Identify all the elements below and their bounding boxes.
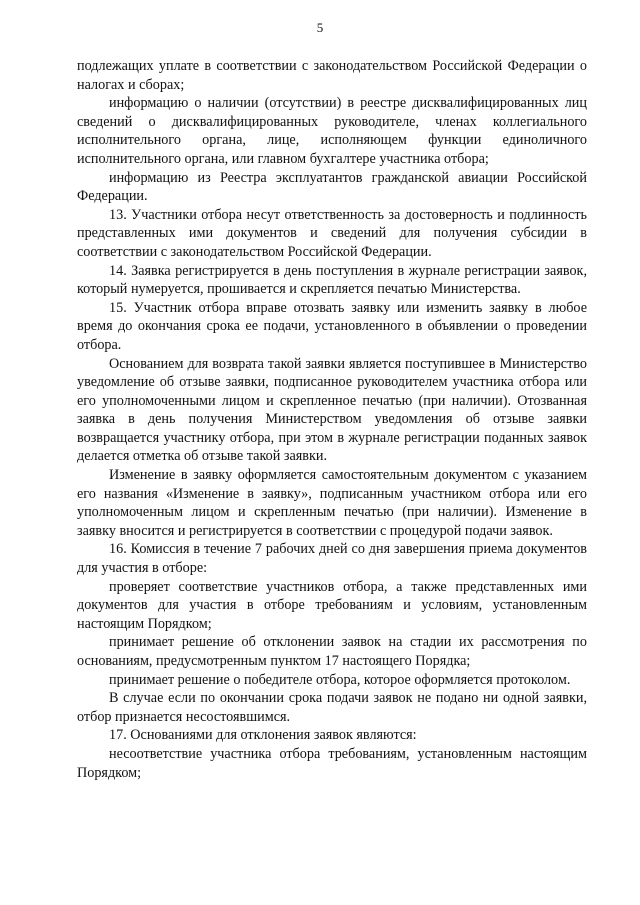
paragraph: Изменение в заявку оформляется самостоятельным документом с указанием его названия «Изменение в заявку», подписанным участником отбора или его уполномоченным лицом и скрепленным печатью (при наличии). Изменение в заявку вносится и регистрируется в соответствии с процедурой подачи заявок. <box>77 467 587 539</box>
paragraph: информацию из Реестра эксплуатантов гражданской авиации Российской Федерации. <box>77 169 587 205</box>
paragraph: 15. Участник отбора вправе отозвать заявку или изменить заявку в любое время до окончания срока ее подачи, установленного в объявлении о проведении отбора. <box>77 299 587 353</box>
document-body <box>77 57 587 782</box>
paragraph: информацию о наличии (отсутствии) в реестре дисквалифицированных лиц сведений о дисквалифицированных руководителе, членах коллегиального исполнительного органа, лице, исполняющем функции единоличного исполнительного органа, или главном бухгалтере участника отбора; <box>77 95 587 167</box>
paragraph: принимает решение о победителе отбора, которое оформляется протоколом. <box>109 671 571 688</box>
paragraph: 13. Участники отбора несут ответственность за достоверность и подлинность представленных ими документов и сведений для получения субсидии в соответствии с законодательством Российской Федерации. <box>77 206 587 260</box>
page-number: 5 <box>316 20 324 35</box>
paragraph: подлежащих уплате в соответствии с законодательством Российской Федерации о налогах и сборах; <box>77 58 587 93</box>
paragraph: принимает решение об отклонении заявок на стадии их рассмотрения по основаниям, предусмотренным пунктом 17 настоящего Порядка; <box>77 634 587 669</box>
paragraph: Основанием для возврата такой заявки является поступившее в Министерство уведомление об отзыве заявки, подписанное руководителем участника отбора или его уполномоченными лицом и скрепленное печатью (при наличии). Отозванная заявка в день получения Министерством уведомления об отзыве заявки возвращается участнику отбора, при этом в журнале регистрации поданных заявок делается отметка об отзыве такой заявки. <box>77 355 587 465</box>
paragraph: 17. Основаниями для отклонения заявок являются: <box>109 727 417 744</box>
paragraph: В случае если по окончании срока подачи заявок не подано ни одной заявки, отбор признается несостоявшимся. <box>77 690 587 725</box>
paragraph: проверяет соответствие участников отбора, а также представленных ими документов для участия в отборе требованиям и условиям, установленным настоящим Порядком; <box>77 578 587 632</box>
paragraph: 16. Комиссия в течение 7 рабочих дней со дня завершения приема документов для участия в отборе: <box>77 541 587 577</box>
paragraph: несоответствие участника отбора требованиям, установленным настоящим Порядком; <box>77 745 587 781</box>
paragraph: 14. Заявка регистрируется в день поступления в журнале регистрации заявок, который нумеруется, прошивается и скрепляется печатью Министерства. <box>77 262 587 298</box>
